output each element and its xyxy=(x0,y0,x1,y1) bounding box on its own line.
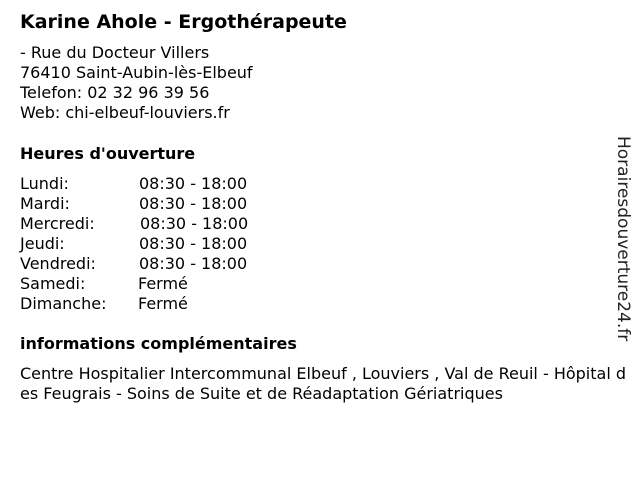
phone-number: Telefon: 02 32 96 39 56 xyxy=(20,83,210,102)
watermark-text: Horairesdouverture24.fr xyxy=(613,136,633,342)
city-address: 76410 Saint-Aubin-lès-Elbeuf xyxy=(20,63,253,82)
website: Web: chi-elbeuf-louviers.fr xyxy=(20,103,230,122)
hours-row-sunday xyxy=(20,294,320,314)
hours-row-tuesday xyxy=(20,194,320,214)
day-label: Lundi: xyxy=(20,174,69,193)
time-value: 08:30 - 18:00 xyxy=(139,174,248,193)
day-label: Mercredi: xyxy=(20,214,95,233)
hours-row-monday xyxy=(20,174,320,194)
address-block xyxy=(20,43,253,123)
day-label: Jeudi: xyxy=(20,234,65,253)
day-label: Mardi: xyxy=(20,194,70,213)
time-value: 08:30 - 18:00 xyxy=(139,194,248,213)
additional-info-heading: informations complémentaires xyxy=(20,334,297,353)
opening-hours-table xyxy=(20,174,320,314)
additional-info-text: Centre Hospitalier Intercommunal Elbeuf , Louviers , Val de Reuil - Hôpital des Feugrais - Soins de Suite et de Réadaptation Gériatriques xyxy=(20,364,627,403)
street-address: - Rue du Docteur Villers xyxy=(20,43,210,62)
day-label: Samedi: xyxy=(20,274,86,293)
time-value: 08:30 - 18:00 xyxy=(140,214,249,233)
page-title: Karine Ahole - Ergothérapeute xyxy=(20,11,347,33)
hours-row-saturday xyxy=(20,274,320,294)
time-value: Fermé xyxy=(138,274,188,293)
time-value: Fermé xyxy=(138,294,188,313)
hours-row-wednesday xyxy=(20,214,320,234)
hours-row-friday xyxy=(20,254,320,274)
time-value: 08:30 - 18:00 xyxy=(139,234,248,253)
hours-row-thursday xyxy=(20,234,320,254)
day-label: Dimanche: xyxy=(20,294,107,313)
time-value: 08:30 - 18:00 xyxy=(139,254,248,273)
opening-hours-heading: Heures d'ouverture xyxy=(20,144,196,163)
watermark xyxy=(612,136,634,346)
day-label: Vendredi: xyxy=(20,254,96,273)
